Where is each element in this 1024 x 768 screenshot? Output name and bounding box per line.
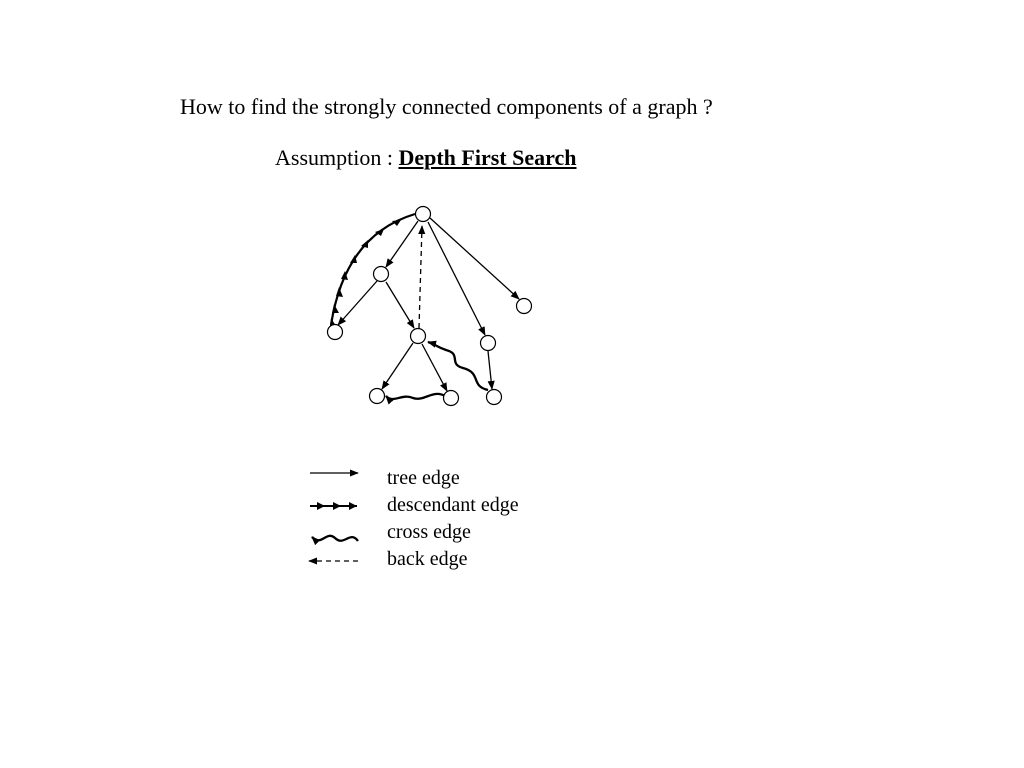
tree-edge-n4-n7 — [382, 343, 413, 389]
legend-label-back-edge: back edge — [387, 548, 468, 570]
tree-edge-n1-n5 — [428, 222, 485, 335]
legend-cross-edge-sample — [312, 536, 358, 541]
graph-node-n1 — [416, 207, 431, 222]
graph-node-n5 — [481, 336, 496, 351]
graph-node-n2 — [374, 267, 389, 282]
tree-edge-n5-n9 — [488, 351, 492, 389]
assumption-prefix: Assumption : — [275, 145, 399, 170]
legend-descendant-edge-sample — [310, 502, 357, 510]
tree-edge-n4-n8 — [422, 344, 447, 391]
graph-node-n7 — [370, 389, 385, 404]
graph-node-n6 — [517, 299, 532, 314]
tree-edge-n1-n2 — [386, 221, 418, 267]
tree-edge-n2-n4 — [386, 282, 414, 328]
graph-node-n8 — [444, 391, 459, 406]
legend — [309, 473, 358, 561]
tree-edge-n2-n3 — [338, 281, 377, 325]
legend-label-descendant-edge: descendant edge — [387, 494, 519, 516]
graph-node-n3 — [328, 325, 343, 340]
cross-edge-n9-n4 — [428, 342, 488, 390]
tree-edge-n1-n6 — [430, 218, 519, 299]
graph-node-n4 — [411, 329, 426, 344]
legend-label-tree-edge: tree edge — [387, 467, 460, 489]
slide-title: How to find the strongly connected components of a graph ? — [180, 94, 713, 119]
back-edge-n4-n1 — [419, 226, 422, 328]
assumption-emphasis: Depth First Search — [398, 145, 577, 170]
cross-edge-n8-n7 — [386, 394, 445, 399]
legend-label-cross-edge: cross edge — [387, 521, 471, 543]
graph-node-n9 — [487, 390, 502, 405]
